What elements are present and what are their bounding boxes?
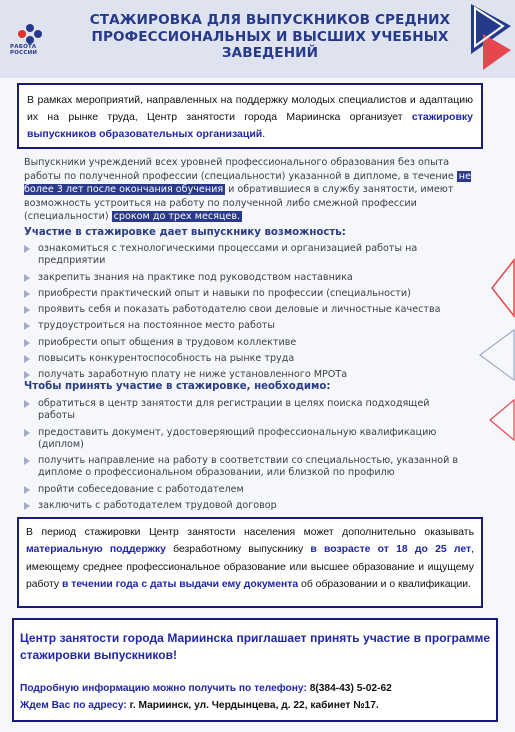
intro-box-end: .: [262, 128, 266, 140]
logo-text-line2: РОССИИ: [10, 50, 38, 56]
list-item: [24, 353, 464, 365]
logo-text-line1: РАБОТА: [10, 44, 37, 50]
bullet-icon: [24, 306, 30, 314]
eligibility-mark-2: сроком до трех месяцев.: [113, 211, 241, 223]
support-text-4: об образовании и о квалификации.: [298, 578, 471, 590]
support-box: [17, 517, 483, 608]
list-item: [24, 500, 464, 512]
bullet-icon: [24, 355, 30, 363]
bullet-icon: [24, 486, 30, 494]
list-item: [24, 369, 464, 381]
list-item-text: проявить себя и показать работодателю свои деловые и личностные качества: [38, 304, 441, 316]
bullet-icon: [24, 339, 30, 347]
support-text-1: В период стажировки Центр занятости населения может дополнительно оказывать: [26, 527, 474, 538]
eligibility-text-1: Выпускники учреждений всех уровней профессионального образования без опыта работы по полученной профессии (специальности) указанной в дипломе, в течение: [24, 157, 457, 182]
bullet-icon: [24, 274, 30, 282]
bullet-icon: [24, 245, 30, 253]
support-text-3: , имеющему среднее профессиональное образование или высшее образование и ищущему работу: [26, 544, 474, 590]
list-item-text: предоставить документ, удостоверяющий профессиональную квалификацию (диплом): [38, 426, 437, 450]
list-item: [24, 320, 464, 332]
list-item: [24, 272, 464, 284]
support-highlight-1: материальную поддержку: [26, 544, 166, 556]
list-item: [24, 288, 464, 300]
page-title: СТАЖИРОВКА ДЛЯ ВЫПУСКНИКОВ СРЕДНИХ ПРОФЕССИОНАЛЬНЫХ И ВЫСШИХ УЧЕБНЫХ ЗАВЕДЕНИЙ: [89, 12, 451, 61]
phone-label: Подробную информацию можно получить по телефону:: [20, 683, 310, 694]
list-item-text: заключить с работодателем трудовой договор: [38, 500, 277, 512]
bullet-icon: [24, 322, 30, 330]
address-label: Ждем Вас по адресу:: [20, 700, 130, 711]
benefits-list: [24, 243, 464, 382]
phone-line: [20, 680, 490, 697]
list-item-text: трудоустроиться на постоянное место работы: [38, 320, 275, 332]
list-item-text: приобрести практический опыт и навыки по профессии (специальности): [38, 287, 411, 299]
address-value: г. Мариинск, ул. Чердынцева, д. 22, кабинет №17.: [129, 700, 379, 711]
list-item-text: получить направление на работу в соответствии со специальностью, указанной в дипломе о профессиональном образовании, или близкой по профилю: [38, 455, 459, 479]
decorative-triangles-icon: [470, 230, 515, 520]
list-item-text: закрепить знания на практике под руководством наставника: [38, 271, 353, 283]
support-highlight-2: в возрасте от 18 до 25 лет: [310, 544, 472, 556]
list-item: [24, 337, 464, 349]
bullet-icon: [24, 429, 30, 437]
intro-box-highlight: стажировку выпускников образовательных организаций: [27, 111, 473, 140]
list-item: [24, 243, 464, 268]
logo-text: [10, 44, 37, 56]
bullet-icon: [24, 400, 30, 408]
list-item-text: пройти собеседование с работодателем: [38, 483, 244, 495]
benefits-title: Участие в стажировке дает выпускнику возможность:: [24, 227, 346, 238]
support-text-2: безработному выпускнику: [165, 544, 311, 556]
list-item: [24, 304, 464, 316]
bullet-icon: [24, 502, 30, 510]
bullet-icon: [24, 457, 30, 465]
list-item-text: обратиться в центр занятости для регистрации в целях поиска подходящей работы: [38, 398, 430, 422]
bullet-icon: [24, 371, 30, 379]
support-highlight-3: в течении года с даты выдачи ему документа: [62, 578, 299, 590]
list-item: [24, 398, 464, 423]
address-line: [20, 697, 490, 714]
corner-triangles-icon: [465, 0, 515, 78]
intro-box-text: В рамках мероприятий, направленных на поддержку молодых специалистов и адаптацию их на рынке труда, Центр занятости города Мариинска организует: [27, 94, 473, 123]
eligibility-mark-1: не более 3 лет после окончания обучения: [24, 170, 471, 196]
list-item-text: приобрести опыт общения в трудовом коллективе: [38, 336, 297, 348]
list-item: [24, 484, 464, 496]
eligibility-paragraph: [24, 156, 479, 224]
header: [0, 0, 515, 78]
requirements-list: [24, 398, 464, 512]
list-item: [24, 455, 464, 480]
eligibility-text-2: и обратившиеся в службу занятости, имеют возможность устроиться на работу по полученной либо смежной профессии (специальности): [24, 184, 454, 223]
invitation-text: Центр занятости города Мариинска приглашает принять участие в программе стажировки выпускников!: [20, 631, 490, 662]
phone-number[interactable]: 8(384-43) 5-02-62: [309, 683, 392, 694]
requirements-title: Чтобы принять участие в стажировке, необходимо:: [24, 381, 331, 392]
list-item-text: ознакомиться с технологическими процессами и организацией работы на предприятии: [38, 243, 418, 267]
contact-box: [12, 618, 498, 722]
list-item-text: получать заработную плату не ниже установленного МРОТа: [38, 369, 348, 381]
bullet-icon: [24, 290, 30, 298]
list-item-text: повысить конкурентоспособность на рынке труда: [38, 353, 295, 365]
intro-box: [17, 83, 483, 149]
list-item: [24, 427, 464, 452]
